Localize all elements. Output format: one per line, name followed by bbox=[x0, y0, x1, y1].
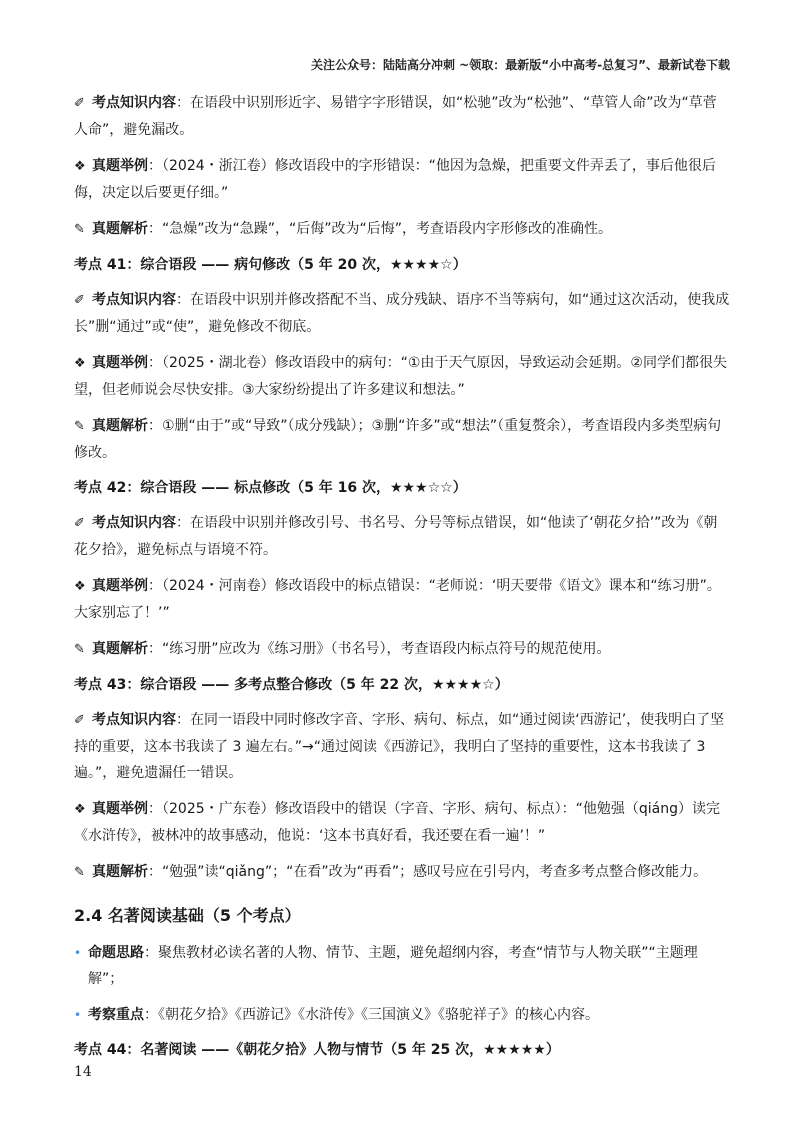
paragraph-text: ：①删“由于”或“导致”（成分残缺）；③删“许多”或“想法”（重复赘余），考查语段内多类型病句修改。 bbox=[74, 418, 722, 461]
paragraph bbox=[74, 796, 730, 849]
paragraph-label: 真题举例 bbox=[92, 355, 148, 371]
pen-icon: ✎ bbox=[74, 419, 85, 434]
paragraph-text: ：在语段中识别并修改引号、书名号、分号等标点错误，如“他读了‘朝花夕拾’”改为《朝花夕拾》，避免标点与语境不符。 bbox=[74, 515, 718, 558]
paragraph-label: 考点知识内容 bbox=[92, 515, 176, 531]
paragraph-text: ：在同一语段中同时修改字音、字形、病句、标点，如“通过阅读‘西游记’，使我明白了坚持的重要，这本书我读了 3 遍左右。”→“通过阅读《西游记》，我明白了坚持的重要性，这本书我读了 3 遍。”，避免遗漏任一错误。 bbox=[74, 712, 725, 781]
paragraph bbox=[74, 859, 730, 886]
pencil-icon: ✐ bbox=[74, 516, 85, 531]
paragraph bbox=[74, 153, 730, 206]
paragraph-label: 考点知识内容 bbox=[92, 95, 176, 111]
paragraph bbox=[74, 287, 730, 340]
diamond-icon: ❖ bbox=[74, 802, 86, 817]
paragraph-label: 真题解析 bbox=[92, 418, 148, 434]
paragraph-text: ：（2024・浙江卷）修改语段中的字形错误：“他因为急燥，把重要文件弄丢了，事后他很后侮，决定以后要更仔细。” bbox=[74, 158, 716, 201]
paragraph-label: 真题举例 bbox=[92, 578, 148, 594]
paragraph bbox=[74, 636, 730, 663]
paragraph-label: 真题解析 bbox=[92, 864, 148, 880]
paragraph-text: ：“勉强”读“qiǎng”；“在看”改为“再看”；感叹号应在引号内，考查多考点整合修改能力。 bbox=[148, 864, 708, 880]
bullet-text: ：聚焦教材必读名著的人物、情节、主题，避免超纲内容，考查“情节与人物关联”“主题理解”； bbox=[88, 945, 698, 987]
pencil-icon: ✐ bbox=[74, 96, 85, 111]
paragraph-text: ：在语段中识别并修改搭配不当、成分残缺、语序不当等病句，如“通过这次活动，使我成长”删“通过”或“使”，避免修改不彻底。 bbox=[74, 292, 730, 335]
pen-icon: ✎ bbox=[74, 642, 85, 657]
paragraph bbox=[74, 510, 730, 563]
bullet-label: 考察重点 bbox=[88, 1007, 144, 1023]
paragraph bbox=[74, 413, 730, 466]
bullet-dot-icon: • bbox=[74, 1008, 82, 1022]
bullet-text: ：《朝花夕拾》《西游记》《水浒传》《三国演义》《骆驼祥子》的核心内容。 bbox=[144, 1007, 599, 1023]
diamond-icon: ❖ bbox=[74, 579, 86, 594]
paragraph-text: ：（2025・广东卷）修改语段中的错误（字音、字形、病句、标点）：“他勉强（qiáng）读完《水浒传》，被林冲的故事感动，他说：‘这本书真好看，我还要在看一遍’！” bbox=[74, 801, 720, 844]
paragraph-text: ：“练习册”应改为《练习册》（书名号），考查语段内标点符号的规范使用。 bbox=[148, 641, 611, 657]
bullet-dot-icon: • bbox=[74, 946, 82, 960]
paragraph-label: 考点知识内容 bbox=[92, 712, 176, 728]
paragraph bbox=[74, 573, 730, 626]
pen-icon: ✎ bbox=[74, 865, 85, 880]
pen-icon: ✎ bbox=[74, 222, 85, 237]
section-heading: 2.4 名著阅读基础（5 个考点） bbox=[74, 906, 301, 925]
exam-point-heading: 考点 42：综合语段 —— 标点修改（5 年 16 次，★★★☆☆） bbox=[74, 480, 467, 496]
page-header: 关注公众号：陆陆高分冲刺 ~领取：最新版“小中高考-总复习”、最新试卷下载 bbox=[311, 58, 730, 72]
pencil-icon: ✐ bbox=[74, 293, 85, 308]
paragraph bbox=[74, 707, 730, 786]
paragraph-label: 真题举例 bbox=[92, 158, 148, 174]
bullet-item bbox=[74, 1002, 730, 1028]
exam-point-heading: 考点 43：综合语段 —— 多考点整合修改（5 年 22 次，★★★★☆） bbox=[74, 677, 509, 693]
bullet-label: 命题思路 bbox=[88, 945, 144, 961]
paragraph bbox=[74, 216, 730, 243]
pencil-icon: ✐ bbox=[74, 713, 85, 728]
page-content bbox=[74, 90, 730, 1072]
paragraph-label: 真题举例 bbox=[92, 801, 148, 817]
paragraph-text: ：（2025・湖北卷）修改语段中的病句：“①由于天气原因，导致运动会延期。②同学们都很失望，但老师说会尽快安排。③大家纷纷提出了许多建议和想法。” bbox=[74, 355, 727, 398]
paragraph-text: ：在语段中识别形近字、易错字字形错误，如“松驰”改为“松弛”、“草管人命”改为“草菅人命”，避免漏改。 bbox=[74, 95, 717, 138]
paragraph-text: ：（2024・河南卷）修改语段中的标点错误：“老师说：‘明天要带《语文》课本和“练习册”。大家别忘了！’” bbox=[74, 578, 721, 621]
exam-point-heading: 考点 41：综合语段 —— 病句修改（5 年 20 次，★★★★☆） bbox=[74, 257, 467, 273]
paragraph-label: 考点知识内容 bbox=[92, 292, 176, 308]
paragraph-text: ：“急燥”改为“急躁”，“后侮”改为“后悔”，考查语段内字形修改的准确性。 bbox=[148, 221, 613, 237]
paragraph bbox=[74, 90, 730, 143]
paragraph-label: 真题解析 bbox=[92, 221, 148, 237]
diamond-icon: ❖ bbox=[74, 159, 86, 174]
diamond-icon: ❖ bbox=[74, 356, 86, 371]
page-number: 14 bbox=[74, 1064, 92, 1080]
exam-point-heading: 考点 44：名著阅读 ——《朝花夕拾》人物与情节（5 年 25 次，★★★★★） bbox=[74, 1042, 560, 1058]
paragraph bbox=[74, 350, 730, 403]
paragraph-label: 真题解析 bbox=[92, 641, 148, 657]
bullet-item bbox=[74, 940, 730, 992]
